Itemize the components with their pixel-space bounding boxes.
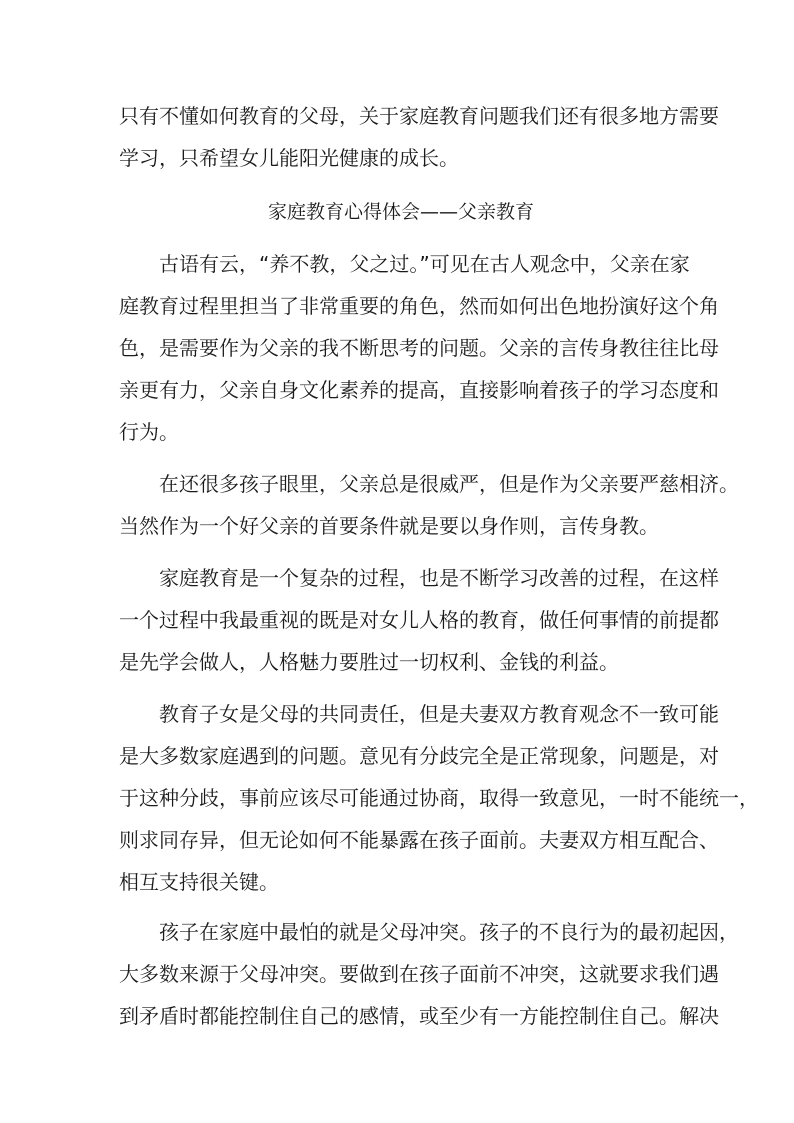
text-line: 家庭教育是一个复杂的过程，也是不断学习改善的过程，在这样 xyxy=(159,566,719,590)
text-line: 到矛盾时都能控制住自己的感情，或至少有一方能控制住自己。解决 xyxy=(119,1004,719,1028)
text-line: 一个过程中我最重视的既是对女儿人格的教育，做任何事情的前提都 xyxy=(119,608,719,632)
text-line: 只有不懂如何教育的父母，关于家庭教育问题我们还有很多地方需要 xyxy=(119,104,719,128)
text-line: 古语有云，“养不教，父之过。”可见在古人观念中，父亲在家 xyxy=(159,252,690,276)
text-line: 庭教育过程里担当了非常重要的角色，然而如何出色地扮演好这个角 xyxy=(119,294,719,318)
text-line: 学习，只希望女儿能阳光健康的成长。 xyxy=(119,146,459,170)
text-line: 于这种分歧，事前应该尽可能通过协商，取得一致意见，一时不能统一， xyxy=(119,786,759,810)
text-line: 当然作为一个好父亲的首要条件就是要以身作则，言传身教。 xyxy=(119,514,659,538)
section-title: 家庭教育心得体会——父亲教育 xyxy=(267,201,534,223)
text-line: 孩子在家庭中最怕的就是父母冲突。孩子的不良行为的最初起因， xyxy=(159,920,739,944)
text-line: 亲更有力，父亲自身文化素养的提高，直接影响着孩子的学习态度和 xyxy=(119,378,719,402)
text-line: 则求同存异，但无论如何不能暴露在孩子面前。夫妻双方相互配合、 xyxy=(119,828,719,852)
text-line: 相互支持很关键。 xyxy=(119,870,279,894)
text-line: 色，是需要作为父亲的我不断思考的问题。父亲的言传身教往往比母 xyxy=(119,336,719,360)
text-line: 在还很多孩子眼里，父亲总是很威严，但是作为父亲要严慈相济。 xyxy=(159,472,739,496)
text-line: 行为。 xyxy=(119,420,179,444)
text-line: 教育子女是父母的共同责任，但是夫妻双方教育观念不一致可能 xyxy=(159,702,719,726)
text-line: 是先学会做人，人格魅力要胜过一切权利、金钱的利益。 xyxy=(119,650,619,674)
text-line: 是大多数家庭遇到的问题。意见有分歧完全是正常现象，问题是，对 xyxy=(119,744,719,768)
text-line: 大多数来源于父母冲突。要做到在孩子面前不冲突，这就要求我们遇 xyxy=(119,962,719,986)
